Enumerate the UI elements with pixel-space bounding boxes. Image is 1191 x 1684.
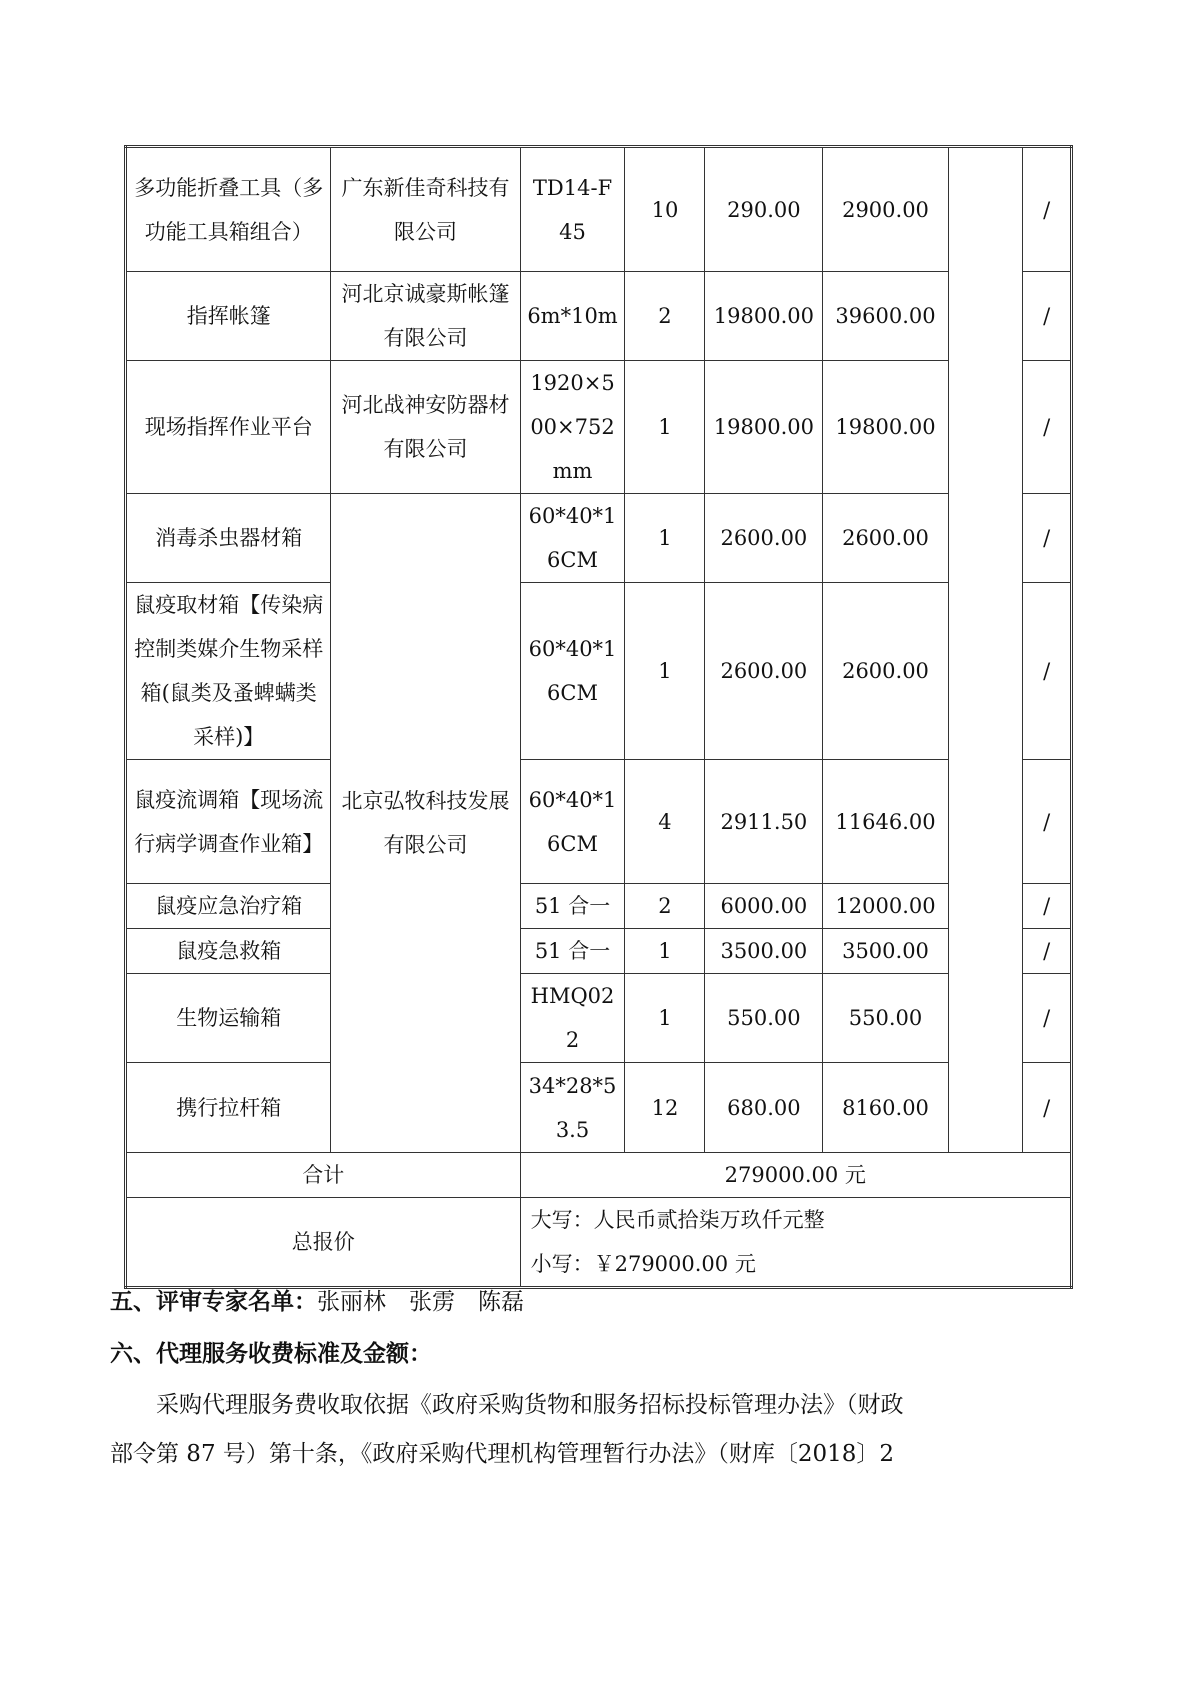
sum-value: 279000.00 元 [520,1153,1071,1198]
model-spec: TD14-F45 [520,147,625,272]
remark: / [1023,272,1072,361]
unit-price: 2911.50 [705,760,823,884]
line-total: 2900.00 [823,147,948,272]
line-total: 8160.00 [823,1063,948,1153]
line-total: 3500.00 [823,929,948,974]
table-row [126,929,1072,974]
item-name: 消毒杀虫器材箱 [126,494,331,583]
unit-price: 680.00 [705,1063,823,1153]
line-total: 2600.00 [823,583,948,760]
table-row [126,974,1072,1063]
line-total: 19800.00 [823,361,948,494]
model-spec: 60*40*16CM [520,583,625,760]
item-name: 指挥帐篷 [126,272,331,361]
quantity: 1 [625,361,705,494]
quantity: 10 [625,147,705,272]
item-name: 生物运输箱 [126,974,331,1063]
sum-row [126,1153,1072,1198]
manufacturer: 广东新佳奇科技有限公司 [331,147,520,272]
paragraph-line-2: 部令第 87 号）第十条，《政府采购代理机构管理暂行办法》（财库〔2018〕2 [110,1441,895,1467]
unit-price: 6000.00 [705,884,823,929]
section-6-heading: 六、代理服务收费标准及金额： [110,1341,432,1367]
unit-price: 550.00 [705,974,823,1063]
manufacturer: 河北京诚豪斯帐篷有限公司 [331,272,520,361]
unit-price: 19800.00 [705,361,823,494]
fee-basis-paragraph [110,1381,1090,1479]
unit-price: 2600.00 [705,583,823,760]
model-spec: 60*40*16CM [520,494,625,583]
model-spec: 34*28*53.5 [520,1063,625,1153]
total-quote-value [520,1198,1071,1288]
line-total: 12000.00 [823,884,948,929]
table-row [126,272,1072,361]
unit-price: 3500.00 [705,929,823,974]
remark: / [1023,583,1072,760]
paragraph-line-1: 采购代理服务费收取依据《政府采购货物和服务招标投标管理办法》（财政 [156,1392,904,1418]
quantity: 1 [625,583,705,760]
item-name: 鼠疫应急治疗箱 [126,884,331,929]
total-quote-row [126,1198,1072,1288]
table-row [126,147,1072,272]
table-row [126,583,1072,760]
unit-price: 19800.00 [705,272,823,361]
model-spec: HMQ022 [520,974,625,1063]
total-amount-in-words: 大写：人民币贰拾柒万玖仟元整 [530,1208,825,1232]
item-name: 鼠疫流调箱【现场流行病学调查作业箱】 [126,760,331,884]
section-5-heading: 五、评审专家名单： [110,1289,317,1315]
total-quote-label: 总报价 [126,1198,521,1288]
shared-manufacturer: 北京弘牧科技发展有限公司 [331,494,520,1153]
remark: / [1023,974,1072,1063]
quantity: 1 [625,494,705,583]
unit-price: 290.00 [705,147,823,272]
model-spec: 6m*10m [520,272,625,361]
empty-column [948,147,1023,1153]
model-spec: 1920×500×752mm [520,361,625,494]
remark: / [1023,361,1072,494]
table-row [126,494,1072,583]
bid-price-table [124,145,1073,1289]
quantity: 12 [625,1063,705,1153]
remark: / [1023,760,1072,884]
sum-label: 合计 [126,1153,521,1198]
total-amount-in-figures: 小写：￥279000.00 元 [530,1252,756,1276]
quantity: 2 [625,272,705,361]
remark: / [1023,147,1072,272]
section-6 [110,1335,432,1368]
quantity: 1 [625,929,705,974]
remark: / [1023,929,1072,974]
item-name: 携行拉杆箱 [126,1063,331,1153]
remark: / [1023,1063,1072,1153]
unit-price: 2600.00 [705,494,823,583]
manufacturer: 河北战神安防器材有限公司 [331,361,520,494]
item-name: 鼠疫急救箱 [126,929,331,974]
item-name: 现场指挥作业平台 [126,361,331,494]
table-row [126,361,1072,494]
line-total: 550.00 [823,974,948,1063]
table-row [126,1063,1072,1153]
remark: / [1023,884,1072,929]
table-row [126,760,1072,884]
line-total: 2600.00 [823,494,948,583]
remark: / [1023,494,1072,583]
table-row [126,884,1072,929]
model-spec: 60*40*16CM [520,760,625,884]
quantity: 2 [625,884,705,929]
model-spec: 51 合一 [520,884,625,929]
item-name: 多功能折叠工具（多功能工具箱组合） [126,147,331,272]
line-total: 39600.00 [823,272,948,361]
quantity: 4 [625,760,705,884]
item-name: 鼠疫取材箱【传染病控制类媒介生物采样箱(鼠类及蚤蜱螨类采样)】 [126,583,331,760]
expert-names: 张丽林 张雳 陈磊 [317,1289,524,1315]
line-total: 11646.00 [823,760,948,884]
quantity: 1 [625,974,705,1063]
model-spec: 51 合一 [520,929,625,974]
section-5-experts [110,1283,524,1316]
